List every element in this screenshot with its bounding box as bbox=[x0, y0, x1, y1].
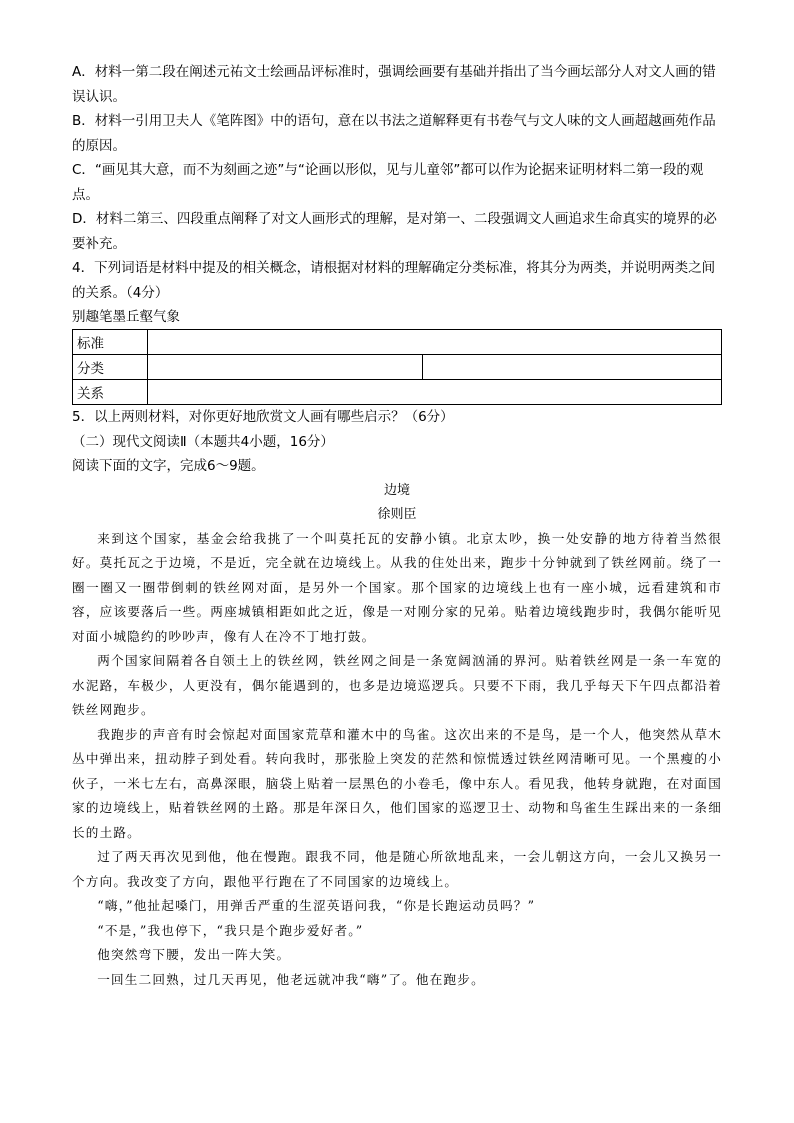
table-row-relation bbox=[73, 380, 722, 405]
section-heading: （二）现代文阅读Ⅱ（本题共4小题，16分） bbox=[72, 433, 334, 450]
exam-page bbox=[72, 60, 722, 992]
option-a: A．材料一第二段在阐述元祐文士绘画品评标准时，强调绘画要有基础并指出了当今画坛部分人对文人画的错误认识。 bbox=[72, 64, 716, 105]
option-d: D．材料二第三、四段重点阐释了对文人画形式的理解，是对第一、二段强调文人画追求生命真实的境界的必要补充。 bbox=[72, 211, 717, 252]
row-label-relation: 关系 bbox=[73, 380, 148, 405]
story-paragraph: 过了两天再次见到他，他在慢跑。跟我不同，他是随心所欲地乱来，一会儿朝这方向，一会儿又换另一个方向。我改变了方向，跟他平行跑在了不同国家的边境线上。 bbox=[72, 849, 722, 889]
option-c: C．“画见其大意，而不为刻画之迹”与“论画以形似，见与儿童邻”都可以作为论据来证明材料二第一段的观点。 bbox=[72, 162, 704, 203]
option-b: B．材料一引用卫夫人《笔阵图》中的语句，意在以书法之道解释更有书卷气与文人味的文人画超越画苑作品的原因。 bbox=[72, 113, 716, 154]
answer-cell-standard[interactable] bbox=[148, 330, 722, 355]
question-5: 5．以上两则材料，对你更好地欣赏文人画有哪些启示？（6分） bbox=[72, 409, 454, 425]
row-label-standard: 标准 bbox=[73, 330, 148, 355]
story-paragraph: 我跑步的声音有时会惊起对面国家荒草和灌木中的鸟雀。这次出来的不是鸟，是一个人，他突然从草木丛中弹出来，扭动脖子到处看。转向我时，那张脸上突发的茫然和惊慌透过铁丝网清晰可见。一个黑瘦的小伙子，一米七左右，高鼻深眼，脑袋上贴着一层黑色的小卷毛，像中东人。看见我，他转身就跑，在对面国家的边境线上，贴着铁丝网的土路。那是年深日久，他们国家的巡逻卫士、动物和鸟雀生生踩出来的一条细长的土路。 bbox=[72, 726, 722, 840]
story-paragraph: “不是，”我也停下，“我只是个跑步爱好者。” bbox=[97, 922, 364, 938]
story-author: 徐则臣 bbox=[377, 506, 417, 522]
answer-cell-class-1[interactable] bbox=[148, 355, 423, 380]
story-paragraph: 一回生二回熟，过几天再见，他老远就冲我“嗨”了。他在跑步。 bbox=[97, 971, 485, 987]
section-instruction: 阅读下面的文字，完成6～9题。 bbox=[72, 458, 265, 474]
answer-cell-relation[interactable] bbox=[148, 380, 722, 405]
question-4: 4．下列词语是材料中提及的相关概念，请根据对材料的理解确定分类标准，将其分为两类，并说明两类之间的关系。（4分） bbox=[72, 260, 716, 301]
question-4-terms: 别趣笔墨丘壑气象 bbox=[72, 309, 180, 325]
story-paragraph: 来到这个国家，基金会给我挑了一个叫莫托瓦的安静小镇。北京太吵，换一处安静的地方待着当然很好。莫托瓦之于边境，不是近，完全就在边境线上。从我的住处出来，跑步十分钟就到了铁丝网前。绕了一圈一圈又一圈带倒刺的铁丝网对面，是另外一个国家。那个国家的边境线上也有一座小城，远看建筑和市容，应该要落后一些。两座城镇相距如此之近，像是一对刚分家的兄弟。贴着边境线跑步时，我偶尔能听见对面小城隐约的吵吵声，像有人在冷不丁地打鼓。 bbox=[72, 530, 722, 644]
classification-table bbox=[72, 329, 722, 405]
answer-cell-class-2[interactable] bbox=[423, 355, 722, 380]
story-paragraph: 他突然弯下腰，发出一阵大笑。 bbox=[97, 947, 291, 962]
table-row-standard bbox=[73, 330, 722, 355]
table-row-classification bbox=[73, 355, 722, 380]
story-paragraph: 两个国家间隔着各自领土上的铁丝网，铁丝网之间是一条宽阔汹涌的界河。贴着铁丝网是一条一车宽的水泥路，车极少，人更没有，偶尔能遇到的，也多是边境巡逻兵。只要不下雨，我几乎每天下午四点都沿着铁丝网跑步。 bbox=[72, 653, 722, 717]
story-title: 边境 bbox=[383, 482, 410, 498]
story-paragraph: “嗨，”他扯起嗓门，用弹舌严重的生涩英语问我，“你是长跑运动员吗？” bbox=[97, 898, 536, 913]
row-label-classification: 分类 bbox=[73, 355, 148, 380]
